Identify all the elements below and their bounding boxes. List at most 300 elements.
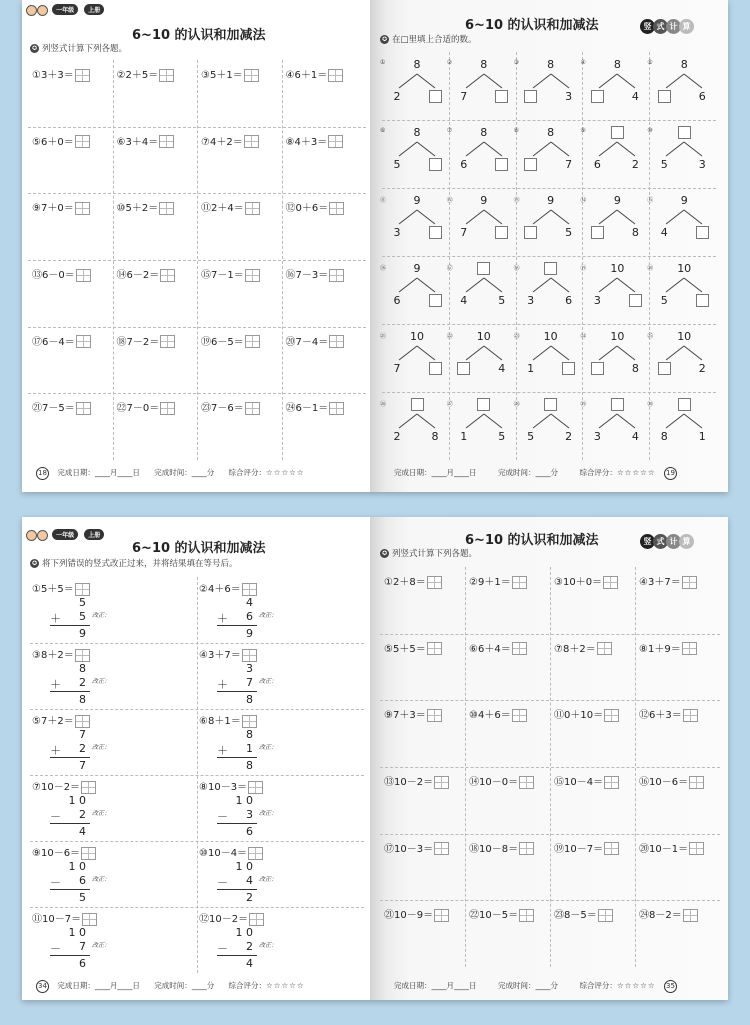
- answer-box[interactable]: [611, 126, 624, 139]
- answer-box[interactable]: [512, 642, 527, 655]
- bond-whole-value: 9: [547, 194, 555, 207]
- star-rating[interactable]: ☆☆☆☆☆: [616, 468, 656, 477]
- number-bond: [580, 330, 648, 394]
- instruction: ✪ 列竖式计算下列各题。: [31, 44, 128, 54]
- vertical-problem: [199, 778, 278, 838]
- vertical-problem: [32, 580, 111, 640]
- answer-box[interactable]: [629, 294, 642, 307]
- top-operand: 1 0: [235, 926, 253, 939]
- equation: [469, 573, 527, 589]
- answer-box[interactable]: [242, 649, 257, 662]
- bond-part-left: [390, 362, 404, 375]
- page-footer: [36, 980, 305, 993]
- row-divider: [30, 907, 364, 908]
- bond-whole-value: 8: [413, 126, 421, 139]
- answer-box[interactable]: [434, 909, 449, 922]
- answer-box[interactable]: [328, 69, 343, 82]
- bond-whole: [677, 262, 691, 275]
- equation-text: ⑨7＋3＝: [384, 710, 426, 722]
- answer-box[interactable]: [477, 398, 490, 411]
- answer-box[interactable]: [429, 294, 442, 307]
- equation: [469, 840, 534, 856]
- bottom-operand-row: [50, 742, 90, 756]
- bottom-operand-row: [50, 676, 90, 690]
- equation: [639, 573, 697, 589]
- star-rating[interactable]: ☆☆☆☆☆: [616, 981, 656, 990]
- bond-part-left-value: 2: [393, 430, 401, 443]
- answer-box[interactable]: [611, 398, 624, 411]
- problem-header: [32, 646, 90, 662]
- equation-text: ⑩10－4＝: [199, 848, 248, 859]
- star-rating[interactable]: ☆☆☆☆☆: [266, 468, 305, 477]
- answer-box[interactable]: [429, 90, 442, 103]
- equation-text: ⑪2＋4＝: [201, 203, 244, 215]
- star-rating[interactable]: ☆☆☆☆☆: [266, 981, 305, 990]
- equation-text: ⑭10－0＝: [469, 777, 519, 788]
- answer-box[interactable]: [75, 649, 90, 662]
- vertical-working: [50, 596, 90, 641]
- vertical-problem: [32, 646, 111, 706]
- answer-box[interactable]: [159, 202, 174, 215]
- equation: [32, 266, 91, 282]
- row-divider: [28, 193, 366, 194]
- equation: [32, 399, 91, 415]
- number-bond: [446, 262, 515, 326]
- bond-whole: [610, 126, 624, 142]
- number-bond: [580, 262, 648, 326]
- bond-part-right: [628, 90, 642, 103]
- answer-box[interactable]: [329, 335, 344, 348]
- bond-index: ⑫: [446, 197, 453, 204]
- vertical-problem: [199, 646, 278, 706]
- number-bond: [380, 398, 448, 462]
- number-bond: [580, 398, 648, 462]
- bond-part-left: [657, 294, 671, 307]
- bond-whole: [544, 330, 558, 343]
- answer-box[interactable]: [329, 269, 344, 282]
- answer-box[interactable]: [682, 642, 697, 655]
- date-field[interactable]: 完成日期：____月____日: [57, 468, 140, 477]
- instruction: ✪ 在□里填上合适的数。: [381, 35, 477, 45]
- answer-box[interactable]: [160, 335, 175, 348]
- bottom-operand: 3: [246, 808, 253, 821]
- operator: ＋: [50, 612, 61, 625]
- answer-box[interactable]: [562, 362, 575, 375]
- equation-text: ⑨7＋0＝: [32, 203, 74, 215]
- bond-part-right: [695, 294, 709, 310]
- problem-header: [199, 646, 257, 662]
- time-field[interactable]: 完成时间：____分: [154, 981, 215, 990]
- equation-text: ⑤6＋0＝: [32, 136, 74, 148]
- bond-index: ⑮: [647, 197, 654, 204]
- answer-box[interactable]: [696, 226, 709, 239]
- row-divider: [380, 634, 720, 635]
- answer-box[interactable]: [160, 269, 175, 282]
- answer-box[interactable]: [519, 909, 534, 922]
- answer-box[interactable]: [159, 69, 174, 82]
- answer-box[interactable]: [76, 335, 91, 348]
- equation: [384, 640, 442, 656]
- wrong-result: 9: [79, 627, 86, 640]
- date-field[interactable]: 完成日期：____月____日: [57, 981, 140, 990]
- instruction: ✪ 列竖式计算下列各题。: [381, 549, 478, 559]
- answer-box[interactable]: [524, 226, 537, 239]
- bond-part-right: [428, 226, 442, 242]
- equation-text: ㉒7－0＝: [116, 403, 160, 415]
- answer-box[interactable]: [411, 398, 424, 411]
- bond-index: ⑬: [513, 197, 520, 204]
- answer-box[interactable]: [598, 909, 613, 922]
- bond-part-right: [495, 226, 509, 242]
- answer-box[interactable]: [512, 576, 527, 589]
- bond-whole: [544, 398, 558, 414]
- equation-text: ②4＋6＝: [199, 584, 241, 595]
- problem-header: [32, 712, 90, 728]
- answer-box[interactable]: [658, 362, 671, 375]
- number-bond: [446, 330, 515, 394]
- correction-label: 改正：: [92, 678, 111, 685]
- correction-label: 改正：: [92, 942, 111, 949]
- number-bond: [446, 126, 515, 190]
- answer-box[interactable]: [82, 913, 97, 926]
- bond-whole-value: 10: [476, 330, 491, 343]
- correction-label: 改正：: [92, 744, 111, 751]
- bond-whole-value: 9: [680, 194, 688, 207]
- equation: [384, 706, 442, 722]
- bond-index: ⑨: [580, 127, 586, 134]
- equation: [32, 199, 90, 215]
- answer-box[interactable]: [248, 847, 263, 860]
- score-label: 综合评分：: [579, 981, 617, 990]
- kid-icon: [26, 530, 37, 541]
- page-number: 35: [664, 980, 677, 993]
- star-bullet-icon: ✪: [31, 560, 38, 567]
- answer-box[interactable]: [244, 69, 259, 82]
- bond-index: ⑦: [446, 127, 453, 134]
- bond-part-right-value: 3: [698, 158, 706, 171]
- bond-whole-value: 10: [610, 262, 625, 275]
- equation: [469, 773, 534, 789]
- term-label: 上册: [84, 529, 104, 540]
- answer-box[interactable]: [429, 158, 442, 171]
- time-field[interactable]: 完成时间：____分: [154, 468, 215, 477]
- bond-index: ⑭: [580, 197, 587, 204]
- equation: [554, 773, 619, 789]
- answer-box[interactable]: [434, 842, 449, 855]
- equation-text: ①3＋3＝: [32, 70, 74, 81]
- equation-text: ④3＋7＝: [639, 577, 681, 588]
- answer-box[interactable]: [245, 202, 260, 215]
- answer-box[interactable]: [75, 202, 90, 215]
- answer-box[interactable]: [245, 335, 260, 348]
- row-divider: [380, 767, 720, 768]
- page-34: [22, 517, 370, 1000]
- answer-box[interactable]: [524, 158, 537, 171]
- number-bond: [647, 262, 715, 326]
- equation: [554, 840, 619, 856]
- answer-box[interactable]: [81, 781, 96, 794]
- bond-index: ⑤: [647, 59, 653, 66]
- bond-index: ①: [380, 59, 386, 66]
- bond-part-right-value: 8: [631, 362, 639, 375]
- bond-whole: [410, 398, 424, 414]
- answer-box[interactable]: [519, 842, 534, 855]
- answer-box[interactable]: [591, 226, 604, 239]
- page-35: [370, 517, 728, 1000]
- equation-text: ⑩5＋2＝: [116, 203, 159, 215]
- equation-text: ⑳7－4＝: [285, 336, 329, 348]
- vertical-working: [50, 926, 90, 971]
- answer-box[interactable]: [591, 362, 604, 375]
- bottom-operand: 5: [79, 610, 86, 623]
- bond-whole-value: 10: [610, 330, 625, 343]
- bond-whole: [677, 194, 691, 207]
- answer-box[interactable]: [678, 398, 691, 411]
- row-divider: [28, 327, 366, 328]
- equation-text: ⑫10－2＝: [199, 914, 249, 925]
- equation: [201, 66, 259, 82]
- answer-box[interactable]: [75, 715, 90, 728]
- row-divider: [30, 775, 364, 776]
- bond-whole-value: 9: [613, 194, 621, 207]
- bond-part-right: [628, 362, 642, 375]
- equation-text: ③8＋2＝: [32, 650, 74, 661]
- answer-box[interactable]: [242, 715, 257, 728]
- bond-part-right-value: 3: [565, 90, 573, 103]
- page-footer: [394, 980, 683, 993]
- answer-box[interactable]: [544, 398, 557, 411]
- equation-text: ⑯7－3＝: [285, 270, 329, 281]
- answer-box[interactable]: [658, 90, 671, 103]
- answer-box[interactable]: [696, 294, 709, 307]
- equation-text: ⑪10－7＝: [32, 914, 82, 925]
- answer-box[interactable]: [678, 126, 691, 139]
- row-divider: [28, 260, 366, 261]
- grade-label: 一年级: [52, 4, 78, 15]
- answer-box[interactable]: [597, 642, 612, 655]
- page-19: [370, 0, 728, 492]
- bond-part-right: [695, 90, 709, 103]
- page-footer: [394, 467, 683, 480]
- bond-part-right: [428, 362, 442, 378]
- answer-box[interactable]: [427, 642, 442, 655]
- star-bullet-icon: ✪: [31, 45, 38, 52]
- answer-box[interactable]: [544, 262, 557, 275]
- bond-part-right: [495, 158, 509, 174]
- row-divider: [30, 709, 364, 710]
- equation-text: ⑧10－3＝: [199, 782, 248, 793]
- bond-index: ⑧: [513, 127, 519, 134]
- bond-whole: [410, 262, 424, 275]
- bond-index: ④: [580, 59, 586, 66]
- bond-part-left: [657, 158, 671, 171]
- answer-box[interactable]: [591, 90, 604, 103]
- answer-box[interactable]: [434, 776, 449, 789]
- bond-part-left: [590, 226, 604, 242]
- answer-box[interactable]: [245, 402, 260, 415]
- answer-box[interactable]: [160, 402, 175, 415]
- bond-part-right: [628, 158, 642, 171]
- score-label: 综合评分：: [579, 468, 617, 477]
- answer-box[interactable]: [477, 262, 490, 275]
- equation-text: ⑱10－8＝: [469, 843, 519, 855]
- bond-part-left: [457, 158, 471, 171]
- time-field[interactable]: 完成时间：____分: [497, 981, 558, 990]
- number-bond: [647, 58, 715, 122]
- answer-box[interactable]: [245, 269, 260, 282]
- answer-box[interactable]: [429, 362, 442, 375]
- bond-part-right: [695, 430, 709, 443]
- bond-whole-value: 9: [480, 194, 488, 207]
- answer-box[interactable]: [683, 909, 698, 922]
- page-title: 6~10 的认识和加减法: [132, 28, 266, 43]
- time-field[interactable]: 完成时间：____分: [497, 468, 558, 477]
- grade-badge: [26, 529, 106, 541]
- date-field[interactable]: 完成日期：____月____日: [394, 468, 477, 477]
- bond-part-right: [628, 294, 642, 310]
- bond-part-right-value: 8: [631, 226, 639, 239]
- kid-icon: [26, 5, 37, 16]
- bond-part-right-value: 4: [498, 362, 506, 375]
- answer-box[interactable]: [604, 776, 619, 789]
- answer-box[interactable]: [689, 842, 704, 855]
- answer-box[interactable]: [159, 135, 174, 148]
- answer-box[interactable]: [328, 135, 343, 148]
- bond-whole-value: 8: [613, 58, 621, 71]
- bond-part-right: [428, 430, 442, 443]
- answer-box[interactable]: [682, 576, 697, 589]
- bond-part-left-value: 8: [660, 430, 668, 443]
- equation: [639, 840, 704, 856]
- bottom-operand: 2: [79, 808, 86, 821]
- wrong-result: 4: [79, 825, 86, 838]
- wrong-result: 2: [246, 891, 253, 904]
- answer-box[interactable]: [457, 362, 470, 375]
- bond-index: ⑳: [647, 265, 654, 272]
- answer-box[interactable]: [76, 269, 91, 282]
- answer-box[interactable]: [249, 913, 264, 926]
- equation: [639, 906, 698, 922]
- number-bond: [513, 58, 582, 122]
- equation: [286, 399, 345, 415]
- answer-box[interactable]: [683, 709, 698, 722]
- answer-box[interactable]: [427, 576, 442, 589]
- answer-box[interactable]: [427, 709, 442, 722]
- answer-box[interactable]: [604, 842, 619, 855]
- bond-whole: [477, 194, 491, 207]
- answer-box[interactable]: [76, 402, 91, 415]
- bond-part-left: [524, 90, 538, 106]
- problem-header: [32, 580, 90, 596]
- bond-part-left: [457, 226, 471, 239]
- vertical-working: [50, 794, 90, 839]
- answer-box[interactable]: [75, 583, 90, 596]
- equation: [554, 706, 619, 722]
- answer-box[interactable]: [329, 202, 344, 215]
- answer-box[interactable]: [248, 781, 263, 794]
- answer-box[interactable]: [329, 402, 344, 415]
- answer-box[interactable]: [495, 226, 508, 239]
- vertical-working: [217, 728, 257, 773]
- answer-box[interactable]: [495, 158, 508, 171]
- answer-box[interactable]: [75, 69, 90, 82]
- equation-text: ⑦10－2＝: [32, 782, 81, 793]
- bond-whole-value: 8: [480, 126, 488, 139]
- answer-box[interactable]: [495, 90, 508, 103]
- bond-part-left-value: 2: [393, 90, 401, 103]
- top-operand: 1 0: [68, 860, 86, 873]
- answer-box[interactable]: [75, 135, 90, 148]
- equation: [469, 906, 534, 922]
- top-operand: 8: [79, 662, 86, 675]
- bond-whole: [477, 58, 491, 71]
- equation-text: ②9＋1＝: [469, 577, 511, 588]
- operator: －: [217, 942, 228, 955]
- vertical-problem: [199, 844, 278, 904]
- answer-box[interactable]: [242, 583, 257, 596]
- equation: [117, 66, 175, 82]
- page-number: 19: [664, 467, 677, 480]
- top-operand: 1 0: [235, 794, 253, 807]
- answer-box[interactable]: [524, 90, 537, 103]
- bond-part-left: [524, 430, 538, 443]
- correction-label: 改正：: [92, 810, 111, 817]
- bond-part-left: [590, 362, 604, 378]
- answer-box[interactable]: [429, 226, 442, 239]
- answer-box[interactable]: [244, 135, 259, 148]
- equation-text: ⑧4＋3＝: [285, 136, 328, 148]
- bond-part-right: [562, 158, 576, 171]
- equation-text: ⑭6－2＝: [116, 270, 160, 281]
- bond-part-right-value: 2: [698, 362, 706, 375]
- workbook-spread-top: [22, 0, 728, 492]
- answer-box[interactable]: [603, 576, 618, 589]
- equation-text: ④6＋1＝: [285, 70, 328, 81]
- equation: [286, 199, 345, 215]
- bond-part-left-value: 1: [460, 430, 468, 443]
- bond-part-right: [495, 430, 509, 443]
- page-title: 6~10 的认识和加减法: [132, 541, 266, 556]
- equation: [32, 133, 90, 149]
- bond-part-right-value: 5: [498, 294, 506, 307]
- correction-label: 改正：: [259, 744, 278, 751]
- problem-header: [32, 778, 96, 794]
- answer-box[interactable]: [689, 776, 704, 789]
- equation: [201, 133, 259, 149]
- equation: [469, 640, 527, 656]
- equation-text: ⑦8＋2＝: [554, 643, 596, 655]
- bond-index: ⑥: [380, 127, 386, 134]
- number-bond: [580, 58, 648, 122]
- equation-text: ⑯10－6＝: [639, 777, 689, 788]
- date-field[interactable]: 完成日期：____月____日: [394, 981, 477, 990]
- bond-part-right: [562, 430, 576, 443]
- equation-text: ⑬6－0＝: [32, 270, 75, 281]
- equation-text: ㉔6－1＝: [285, 403, 329, 415]
- answer-box[interactable]: [81, 847, 96, 860]
- number-bond: [513, 398, 582, 462]
- bond-index: ㉑: [380, 333, 387, 340]
- bond-part-left-value: 3: [593, 430, 601, 443]
- equation-text: ⑮7－1＝: [201, 270, 244, 281]
- number-bond: [580, 194, 648, 258]
- answer-box[interactable]: [604, 709, 619, 722]
- equation-text: ⑧1＋9＝: [639, 643, 681, 655]
- answer-box[interactable]: [512, 709, 527, 722]
- answer-box[interactable]: [519, 776, 534, 789]
- operator: －: [217, 876, 228, 889]
- bond-whole: [544, 126, 558, 139]
